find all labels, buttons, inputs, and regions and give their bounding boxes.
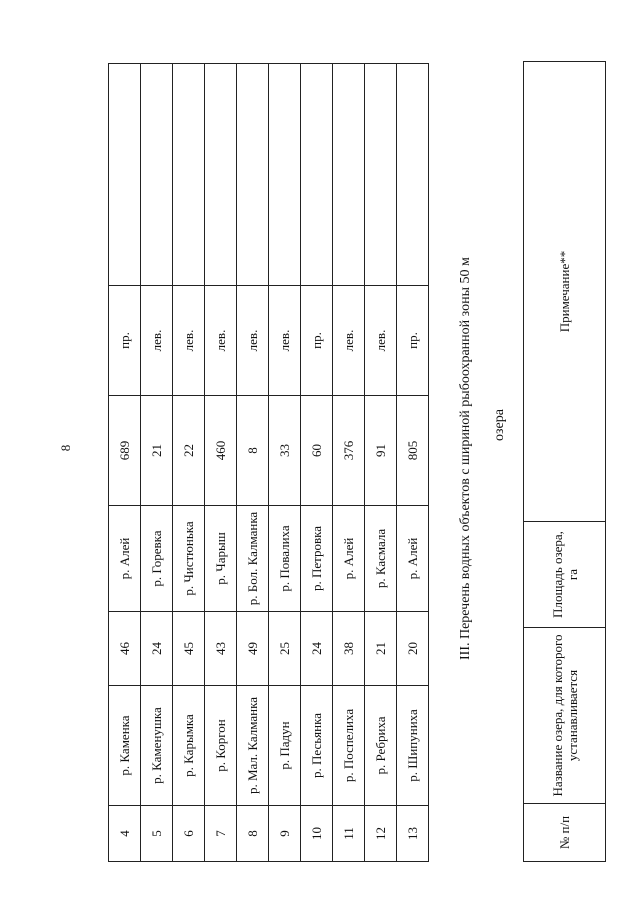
cell-num: 6: [173, 806, 205, 862]
cell-length: 24: [301, 612, 333, 686]
cell-num: 13: [397, 806, 429, 862]
table-row: [141, 64, 173, 862]
section-subtitle: озера: [492, 409, 507, 441]
section-title: III. Перечень водных объектов с шириной рыбоохранной зоны 50 м: [458, 257, 473, 660]
cell-note: [397, 64, 429, 286]
page-number: 8: [58, 444, 73, 452]
cell-river: р. Повалиха: [269, 506, 301, 612]
cell-km: 60: [301, 396, 333, 506]
cell-side: пр.: [301, 286, 333, 396]
table-row: [365, 64, 397, 862]
cell-length: 20: [397, 612, 429, 686]
table-row: [237, 64, 269, 862]
cell-length: 38: [333, 612, 365, 686]
cell-note: [141, 64, 173, 286]
cell-river: р. Алей: [109, 506, 141, 612]
cell-length: 25: [269, 612, 301, 686]
cell-side: лев.: [269, 286, 301, 396]
cell-side: пр.: [109, 286, 141, 396]
cell-length: 49: [237, 612, 269, 686]
cell-num: 11: [333, 806, 365, 862]
table-row: [301, 64, 333, 862]
header-lake-area: Площадь озера, га: [524, 522, 606, 628]
cell-note: [333, 64, 365, 286]
table-row: [173, 64, 205, 862]
cell-river: р. Чистюнька: [173, 506, 205, 612]
cell-length: 46: [109, 612, 141, 686]
lakes-table-header-row: [524, 62, 606, 862]
cell-river: р. Горевка: [141, 506, 173, 612]
rivers-table-body: [109, 64, 429, 862]
cell-name: р. Поспелиха: [333, 686, 365, 806]
table-row: [205, 64, 237, 862]
cell-length: 24: [141, 612, 173, 686]
cell-km: 689: [109, 396, 141, 506]
cell-side: лев.: [333, 286, 365, 396]
cell-num: 10: [301, 806, 333, 862]
header-num: № п/п: [524, 804, 606, 862]
cell-num: 12: [365, 806, 397, 862]
cell-side: лев.: [141, 286, 173, 396]
cell-name: р. Карымка: [173, 686, 205, 806]
cell-km: 376: [333, 396, 365, 506]
cell-name: р. Шипуниха: [397, 686, 429, 806]
cell-length: 21: [365, 612, 397, 686]
cell-name: р. Падун: [269, 686, 301, 806]
cell-side: пр.: [397, 286, 429, 396]
header-note: Примечание**: [524, 62, 606, 522]
table-row: [109, 64, 141, 862]
cell-side: лев.: [237, 286, 269, 396]
table-row: [333, 64, 365, 862]
cell-km: 805: [397, 396, 429, 506]
cell-km: 8: [237, 396, 269, 506]
header-lake-name: Название озера, для которого устанавливается: [524, 628, 606, 804]
cell-river: р. Чарыш: [205, 506, 237, 612]
cell-side: лев.: [173, 286, 205, 396]
cell-name: р. Каменушка: [141, 686, 173, 806]
cell-note: [269, 64, 301, 286]
cell-km: 21: [141, 396, 173, 506]
cell-river: р. Касмала: [365, 506, 397, 612]
rivers-table: [108, 63, 429, 862]
cell-note: [109, 64, 141, 286]
cell-num: 5: [141, 806, 173, 862]
cell-name: р. Каменка: [109, 686, 141, 806]
cell-river: р. Алей: [397, 506, 429, 612]
cell-num: 9: [269, 806, 301, 862]
cell-km: 460: [205, 396, 237, 506]
cell-length: 45: [173, 612, 205, 686]
cell-river: р. Бол. Калманка: [237, 506, 269, 612]
cell-num: 4: [109, 806, 141, 862]
cell-num: 7: [205, 806, 237, 862]
cell-river: р. Петровка: [301, 506, 333, 612]
cell-note: [205, 64, 237, 286]
lakes-table: [523, 61, 606, 862]
cell-river: р. Алей: [333, 506, 365, 612]
cell-km: 91: [365, 396, 397, 506]
cell-note: [365, 64, 397, 286]
cell-note: [237, 64, 269, 286]
cell-km: 33: [269, 396, 301, 506]
cell-side: лев.: [365, 286, 397, 396]
cell-num: 8: [237, 806, 269, 862]
cell-name: р. Коргон: [205, 686, 237, 806]
cell-length: 43: [205, 612, 237, 686]
cell-km: 22: [173, 396, 205, 506]
cell-note: [173, 64, 205, 286]
cell-note: [301, 64, 333, 286]
cell-name: р. Песьянка: [301, 686, 333, 806]
cell-side: лев.: [205, 286, 237, 396]
cell-name: р. Мал. Калманка: [237, 686, 269, 806]
table-row: [269, 64, 301, 862]
cell-name: р. Ребриха: [365, 686, 397, 806]
table-row: [397, 64, 429, 862]
